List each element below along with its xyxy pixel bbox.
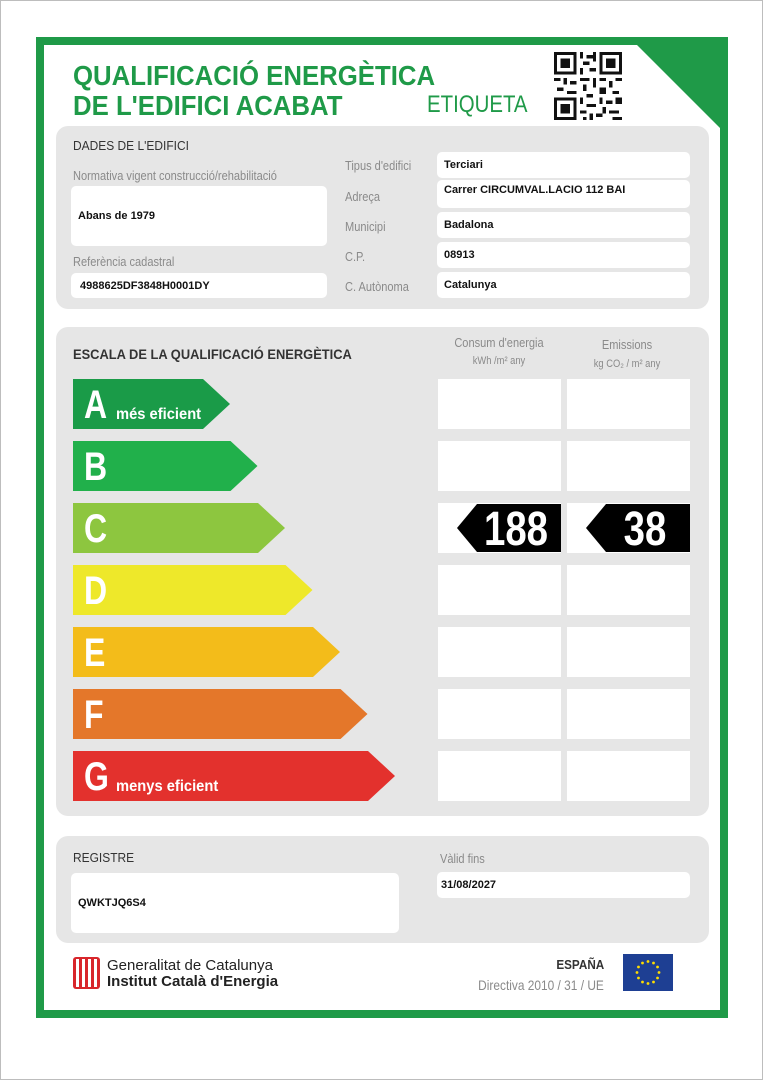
class-letter-f: F: [84, 693, 104, 737]
emissions-cell-f: [567, 689, 690, 739]
consumption-unit: kWh /m² any: [472, 355, 526, 367]
consumption-cell-d: [438, 565, 561, 615]
class-letter-a: A: [84, 383, 108, 427]
consumption-rating-value: 188: [483, 503, 549, 556]
class-letter-d: D: [84, 569, 108, 613]
eu-star: [637, 966, 640, 969]
emissions-unit: kg CO₂ / m² any: [593, 358, 661, 370]
valid-label: Vàlid fins: [440, 851, 485, 866]
title-line1: QUALIFICACIÓ ENERGÈTICA: [73, 60, 436, 91]
generalitat-logo: [73, 957, 100, 989]
scale-section-title: ESCALA DE LA QUALIFICACIÓ ENERGÈTICA: [73, 346, 352, 362]
consumption-cell-b: [438, 441, 561, 491]
eu-star: [652, 962, 655, 965]
eu-flag-icon: [623, 954, 673, 991]
eu-star: [656, 977, 659, 980]
field-box-postcode: [437, 242, 690, 268]
emissions-cell-e: [567, 627, 690, 677]
field-value-type: Terciari: [444, 159, 483, 171]
qr-code: [554, 52, 622, 120]
valid-value: 31/08/2027: [441, 879, 497, 891]
eu-star: [637, 977, 640, 980]
eu-star: [647, 982, 650, 985]
building-section-title: DADES DE L'EDIFICI: [73, 138, 189, 153]
eu-star: [658, 971, 661, 974]
consumption-cell-e: [438, 627, 561, 677]
consumption-header: Consum d'energia: [454, 335, 544, 350]
field-label-municipality: Municipi: [345, 219, 386, 234]
class-arrow-f: [73, 689, 368, 739]
registre-label: REGISTRE: [73, 850, 135, 865]
consumption-cell-g: [438, 751, 561, 801]
field-value-municipality: Badalona: [444, 219, 494, 231]
normativa-value: Abans de 1979: [78, 210, 156, 222]
emissions-header: Emissions: [601, 337, 653, 352]
normativa-label: Normativa vigent construcció/rehabilitació: [73, 168, 277, 183]
class-letter-e: E: [84, 631, 106, 675]
cadastral-value: 4988625DF3848H0001DY: [80, 280, 210, 292]
cadastral-label: Referència cadastral: [73, 254, 175, 269]
label-word: ETIQUETA: [427, 91, 528, 118]
emissions-cell-b: [567, 441, 690, 491]
emissions-cell-g: [567, 751, 690, 801]
eu-star: [641, 981, 644, 984]
class-arrow-e: [73, 627, 340, 677]
eu-star: [647, 960, 650, 963]
emissions-rating-value: 38: [623, 503, 667, 556]
emissions-cell-d: [567, 565, 690, 615]
eu-star: [656, 966, 659, 969]
class-letter-b: B: [84, 445, 108, 489]
class-caption-g: menys eficient: [116, 778, 219, 795]
eu-star: [636, 971, 639, 974]
field-value-address: Carrer CIRCUMVAL.LACIO 112 BAI: [444, 184, 626, 196]
field-label-postcode: C.P.: [345, 249, 366, 264]
corner-decoration: [636, 44, 722, 130]
field-label-region: C. Autònoma: [345, 279, 409, 294]
title-line2: DE L'EDIFICI ACABAT: [73, 90, 343, 121]
field-value-region: Catalunya: [444, 279, 497, 291]
class-caption-a: més eficient: [116, 406, 202, 423]
registre-value: QWKTJQ6S4: [78, 897, 146, 909]
org-line2: Institut Català d'Energia: [107, 973, 279, 990]
eu-star: [641, 962, 644, 965]
consumption-cell-f: [438, 689, 561, 739]
emissions-cell-a: [567, 379, 690, 429]
class-letter-g: G: [84, 755, 109, 799]
country-label: ESPAÑA: [556, 957, 604, 972]
field-label-address: Adreça: [345, 189, 381, 204]
field-label-type: Tipus d'edifici: [345, 158, 412, 173]
consumption-cell-a: [438, 379, 561, 429]
field-value-postcode: 08913: [444, 249, 475, 261]
class-arrow-d: [73, 565, 313, 615]
org-line1: Generalitat de Catalunya: [107, 957, 273, 974]
directive-label: Directiva 2010 / 31 / UE: [478, 977, 604, 993]
eu-star: [652, 981, 655, 984]
class-letter-c: C: [84, 507, 108, 551]
